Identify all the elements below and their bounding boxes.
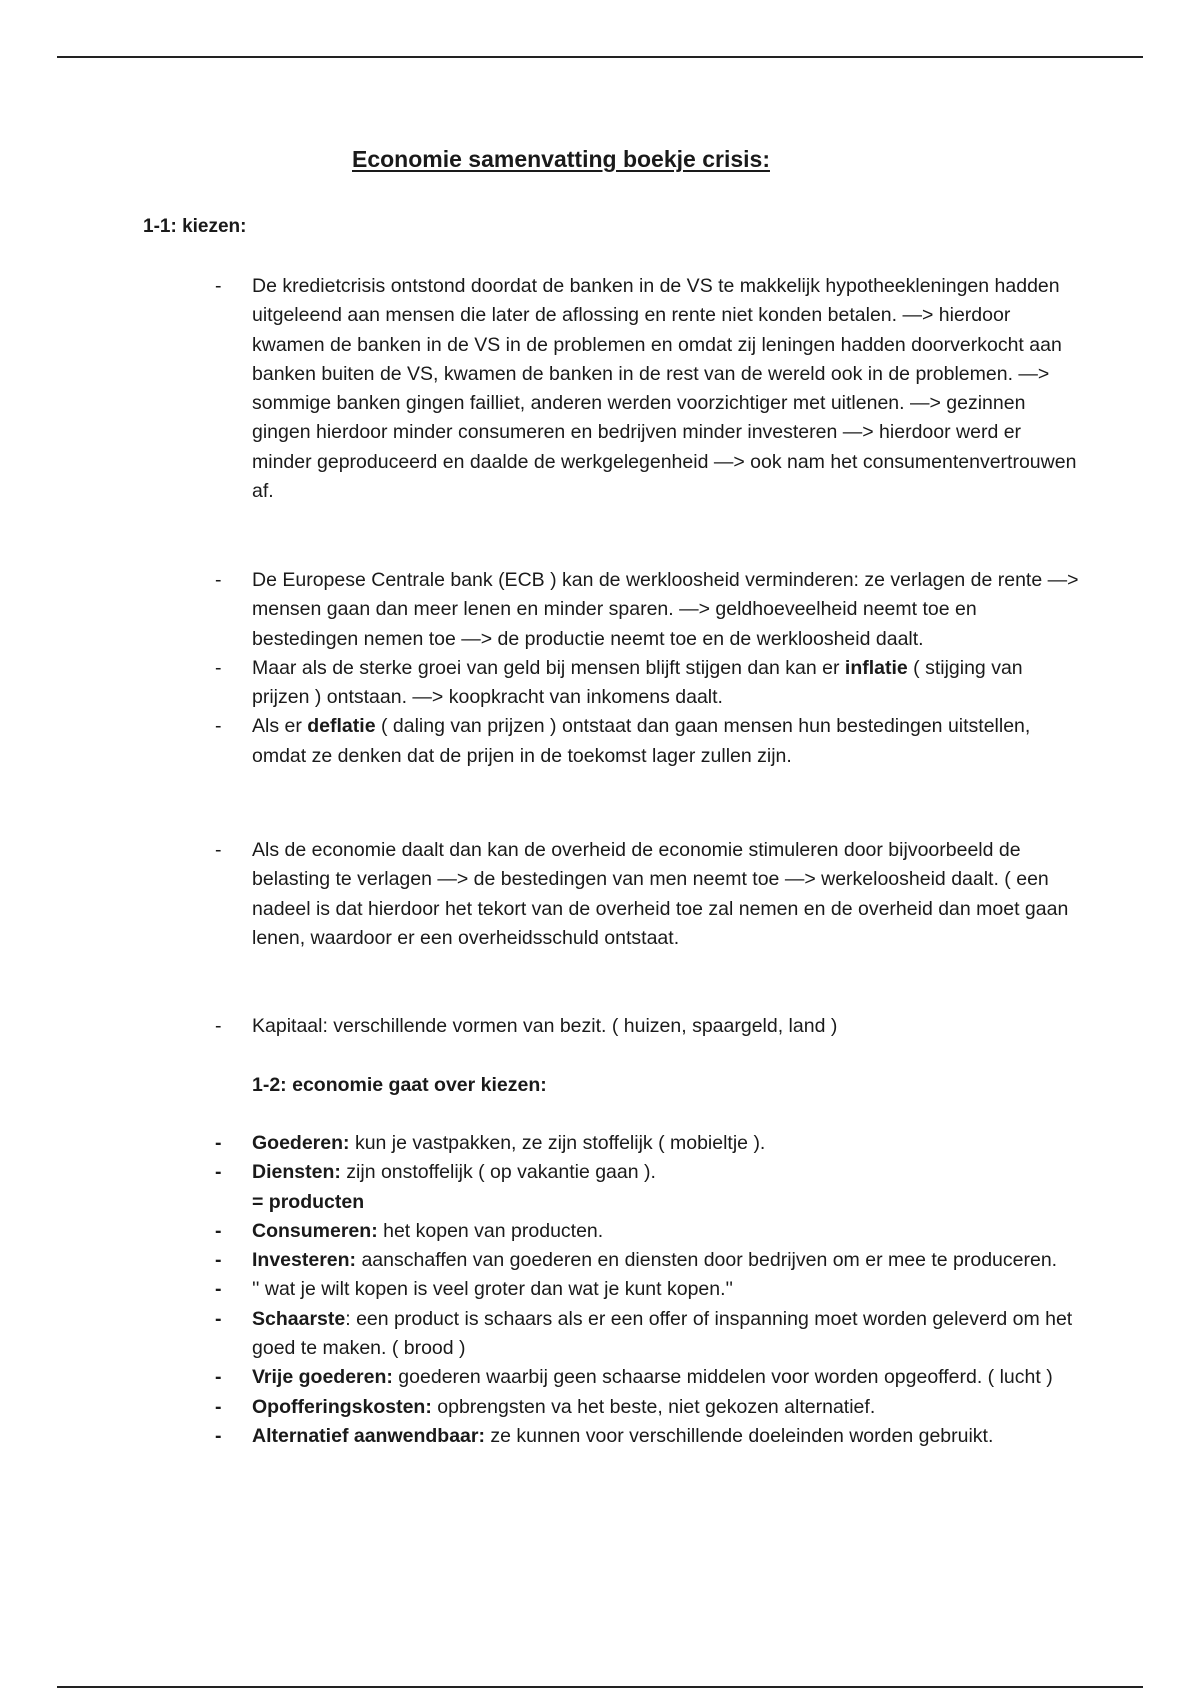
bullet-dash: - <box>215 1249 222 1272</box>
section-1-1-paragraph-6 <box>215 1012 1115 1041</box>
term-schaarste: Schaarste <box>252 1307 346 1330</box>
term-consumeren: Consumeren: <box>252 1219 378 1242</box>
bottom-rule <box>57 1686 1143 1688</box>
definition: ze kunnen voor verschillende doeleinden worden gebruikt. <box>484 1424 994 1447</box>
section-heading-1-2-wrap <box>215 1071 1115 1100</box>
item-text: De Europese Centrale bank (ECB ) kan de werkloosheid verminderen: ze verlagen de rente —> mensen gaan dan meer lenen en minder sparen. —> geldhoeveelheid neemt toe en bestedingen nemen toe —> de productie neemt toe en de werkloosheid daalt. <box>252 569 1079 650</box>
item-text <box>252 1422 1082 1451</box>
term-deflatie: deflatie <box>307 715 376 738</box>
item-text <box>252 1129 1082 1158</box>
bullet-dash: - <box>215 1161 222 1184</box>
list-item <box>215 1363 1115 1392</box>
item-text <box>252 1217 1082 1246</box>
section-heading-1-2: 1-2: economie gaat over kiezen: <box>252 1074 547 1096</box>
section-1-1-paragraph-5 <box>215 836 1115 953</box>
section-1-1-paragraph-1 <box>215 272 1115 506</box>
list-item <box>215 272 1115 506</box>
bullet-dash: - <box>215 1278 222 1301</box>
bullet-dash: - <box>215 1307 222 1330</box>
bullet-dash: - <box>215 1132 222 1154</box>
term-inflatie: inflatie <box>844 656 908 679</box>
text-part: Maar als de sterke groei van geld bij mensen blijft stijgen dan kan er <box>252 656 845 679</box>
item-text: Kapitaal: verschillende vormen van bezit. ( huizen, spaargeld, land ) <box>252 1015 838 1037</box>
bullet-dash: - <box>215 569 222 591</box>
text-part: ( daling van prijzen ) ontstaat dan gaan mensen hun bestedingen uitstellen, omdat ze denken dat de prijen in de toekomst lager zullen zijn. <box>252 715 1031 767</box>
definition: aanschaffen van goederen en diensten door bedrijven om er mee te produceren. <box>356 1249 1058 1272</box>
bullet-dash: - <box>215 1424 222 1447</box>
item-text: Als de economie daalt dan kan de overheid de economie stimuleren door bijvoorbeeld de belasting te verlagen —> de bestedingen van men neemt toe —> werkeloosheid daalt. ( een nadeel is dat hierdoor het tekort van de overheid toe zal nemen en de overheid dan moet gaan lenen, waardoor er een overheidsschuld ontstaat. <box>252 839 1069 949</box>
list-item <box>215 1246 1115 1275</box>
list-item <box>215 1217 1115 1246</box>
list-item <box>215 1422 1115 1451</box>
text-part: ( stijging van prijzen ) ontstaan. —> koopkracht van inkomens daalt. <box>252 656 1023 709</box>
term-alternatief-aanwendbaar: Alternatief aanwendbaar: <box>252 1424 485 1447</box>
definition: kun je vastpakken, ze zijn stoffelijk ( mobieltje ). <box>349 1132 766 1154</box>
list-item <box>215 1305 1115 1364</box>
bullet-dash: - <box>215 1015 222 1037</box>
top-rule <box>57 56 1143 58</box>
bullet-dash: - <box>215 1366 222 1389</box>
item-text: De kredietcrisis ontstond doordat de banken in de VS te makkelijk hypotheekleningen hadden uitgeleend aan mensen die later de aflossing en rente niet konden betalen. —> hierdoor kwamen de banken in de VS in de problemen en omdat zij leningen hadden doorverkocht aan banken buiten de VS, kwamen de banken in de rest van de wereld ook in de problemen. —> sommige banken gingen failliet, anderen werden voorzichtiger met uitlenen. —> gezinnen gingen hierdoor minder consumeren en bedrijven minder investeren —> hierdoor werd er minder geproduceerd en daalde de werkgelegenheid —> ook nam het consumentenvertrouwen af. <box>252 275 1077 503</box>
item-text <box>252 1393 1082 1422</box>
term-vrije-goederen: Vrije goederen: <box>252 1366 393 1389</box>
item-text <box>252 1305 1082 1364</box>
term-diensten: Diensten: <box>252 1161 341 1184</box>
list-item <box>215 654 1115 713</box>
list-item <box>215 1275 1115 1304</box>
bullet-dash: - <box>215 656 222 679</box>
producten-note: = producten <box>252 1190 365 1213</box>
section-1-2-definitions <box>215 1129 1115 1451</box>
definition: : een product is schaars als er een offer of inspanning moet worden geleverd om het goed te maken. ( brood ) <box>252 1307 1073 1360</box>
definition: goederen waarbij geen schaarse middelen voor worden opgeofferd. ( lucht ) <box>392 1366 1053 1389</box>
list-item <box>215 1158 1115 1187</box>
item-text <box>252 654 1082 713</box>
term-investeren: Investeren: <box>252 1249 357 1272</box>
term-goederen: Goederen: <box>252 1132 350 1154</box>
list-item <box>215 1129 1115 1158</box>
bullet-dash: - <box>215 1219 222 1242</box>
document-title: Economie samenvatting boekje crisis: <box>352 146 770 172</box>
list-item <box>215 712 1115 771</box>
list-item <box>215 836 1115 953</box>
list-item <box>215 566 1115 654</box>
definition: opbrengsten va het beste, niet gekozen alternatief. <box>431 1395 876 1418</box>
item-text <box>252 1158 1082 1187</box>
definition: zijn onstoffelijk ( op vakantie gaan ). <box>340 1161 656 1184</box>
bullet-dash: - <box>215 715 222 738</box>
quote-text: '' wat je wilt kopen is veel groter dan wat je kunt kopen.'' <box>252 1278 733 1301</box>
bullet-dash: - <box>215 1395 222 1418</box>
section-heading-1-1: 1-1: kiezen: <box>143 216 247 237</box>
bullet-dash: - <box>215 839 222 861</box>
bullet-dash: - <box>215 275 222 297</box>
item-text <box>252 1363 1082 1392</box>
section-1-1-paragraph-group-2 <box>215 566 1115 771</box>
definition: het kopen van producten. <box>377 1219 604 1242</box>
text-part: Als er <box>252 715 308 738</box>
item-text <box>252 1246 1082 1275</box>
term-opofferingskosten: Opofferingskosten: <box>252 1395 432 1418</box>
list-item <box>215 1012 1115 1041</box>
item-text <box>252 712 1082 771</box>
list-item <box>215 1393 1115 1422</box>
